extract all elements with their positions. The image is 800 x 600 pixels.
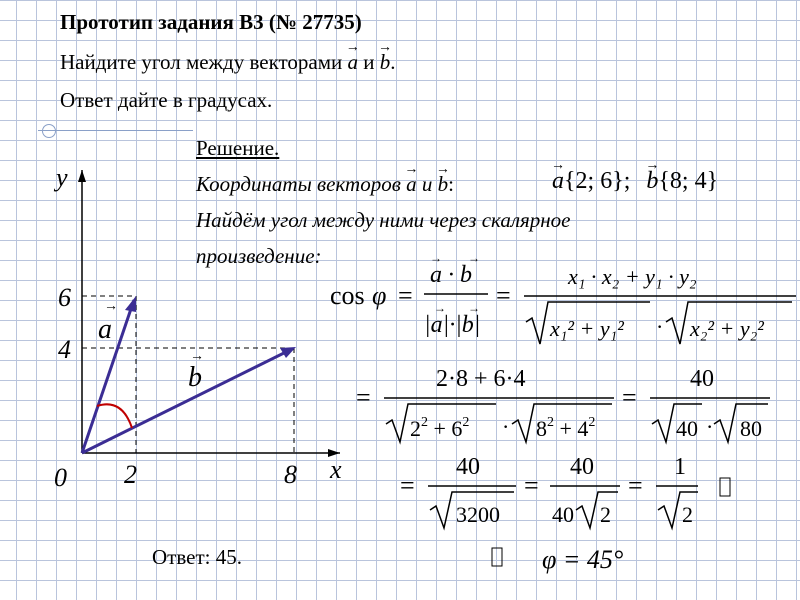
vector-b-label-arrow-icon: → xyxy=(190,349,204,364)
missing-glyph-icon xyxy=(720,478,730,496)
y-tick-6: 6 xyxy=(58,283,71,312)
vector-a-arrowhead-icon xyxy=(125,296,136,312)
y-axis-label: y xyxy=(56,163,68,192)
cos-label: cos xyxy=(330,281,365,310)
svg-text:x₁² + y₁²: x₁² + y₁² xyxy=(550,316,624,341)
a-coords: {2; 6}; xyxy=(564,168,631,194)
vector-a-label-arrow-icon: → xyxy=(104,299,118,314)
frac2-den-a: 40 xyxy=(676,416,698,441)
vector-a-symbol: → a xyxy=(348,50,359,75)
final-result xyxy=(490,536,650,580)
coords-and: и xyxy=(421,172,433,196)
final-equation: φ = 45° xyxy=(542,545,624,574)
frac4-den-coef: 40 xyxy=(552,502,574,527)
svg-text:82 + 42: $8^2 + 4^2$ xyxy=(536,415,596,441)
svg-text:a · b: a · b xyxy=(430,262,472,288)
x-tick-8: 8 xyxy=(284,460,297,489)
y-tick-4: 4 xyxy=(58,335,71,364)
y-axis-arrow-icon xyxy=(78,170,86,182)
svg-text:→: → xyxy=(468,252,480,265)
coords-line: Координаты векторов → a и → b: xyxy=(196,172,454,197)
task-and: и xyxy=(363,50,375,74)
svg-text:=: = xyxy=(628,471,643,500)
coord-vec-a: → a xyxy=(552,168,564,195)
svg-text:=: = xyxy=(356,383,371,412)
frac3-denominator: 3200 xyxy=(456,502,500,527)
divider-line xyxy=(38,130,193,131)
svg-text:→: → xyxy=(468,301,480,315)
vector-a-label: a xyxy=(98,314,112,345)
svg-text:→: → xyxy=(434,301,446,315)
svg-text:=: = xyxy=(496,281,511,310)
task-title: Прототип задания B3 (№ 27735) xyxy=(60,10,362,34)
missing-glyph-icon xyxy=(492,548,502,566)
svg-text:=: = xyxy=(398,281,413,310)
svg-text:x₁ · x₂ + y₁ · y₂: x₁ · x₂ + y₁ · y₂ xyxy=(568,264,697,289)
svg-text:=: = xyxy=(524,471,539,500)
coords-vec-b: → b xyxy=(438,172,449,197)
substitution-formula xyxy=(356,362,800,446)
svg-text:=: = xyxy=(400,471,415,500)
simplification-formula xyxy=(400,452,790,532)
phi-symbol: φ xyxy=(372,281,387,310)
svg-text:·: · xyxy=(656,314,664,339)
vector-b-symbol: → b xyxy=(380,50,391,75)
coords-vec-a: → a xyxy=(406,172,417,197)
angle-arc xyxy=(97,404,132,428)
svg-text:→: → xyxy=(430,252,442,265)
task-prefix: Найдите угол между векторами xyxy=(60,50,343,74)
svg-text:·: · xyxy=(502,414,510,439)
x-axis-label: x xyxy=(330,455,342,484)
answer-text: Ответ: 45. xyxy=(152,545,242,569)
frac3-numerator: 40 xyxy=(456,454,480,480)
coords-prefix: Координаты векторов xyxy=(196,172,401,196)
solution-label: Решение. xyxy=(196,136,280,160)
svg-text:22 + 62: $2^2 + 6^2$ xyxy=(410,415,470,441)
frac2-den-b: 80 xyxy=(740,416,762,441)
vector-coordinates xyxy=(552,168,718,195)
x-tick-2: 2 xyxy=(124,460,137,489)
divider-circle-icon xyxy=(42,124,56,138)
frac4-numerator: 40 xyxy=(570,454,594,480)
frac5-denominator: 2 xyxy=(682,502,693,527)
origin-label: 0 xyxy=(54,463,67,492)
svg-text:·: · xyxy=(706,414,714,439)
cosine-formula xyxy=(328,252,798,362)
coord-vec-b: → b xyxy=(646,168,658,195)
svg-text:|a|·|b|: |a|·|b| xyxy=(424,312,481,338)
svg-text:=: = xyxy=(622,383,637,412)
solution-line3: Найдём угол между ними через скалярное xyxy=(196,208,571,232)
frac2-numerator: 40 xyxy=(690,366,714,392)
vector-b-label: b xyxy=(188,362,202,393)
b-coords: {8; 4} xyxy=(658,168,719,194)
frac5-numerator: 1 xyxy=(674,454,686,480)
frac4-den-rad: 2 xyxy=(600,502,611,527)
frac1-numerator: 2·8 + 6·4 xyxy=(436,366,526,392)
vector-graph xyxy=(40,160,360,500)
solution-line4: произведение: xyxy=(196,244,322,268)
task-statement: Найдите угол между векторами → a и → b. xyxy=(60,50,396,75)
svg-text:x₂² + y₂²: x₂² + y₂² xyxy=(690,316,764,341)
task-answer-instruction: Ответ дайте в градусах. xyxy=(60,88,273,112)
